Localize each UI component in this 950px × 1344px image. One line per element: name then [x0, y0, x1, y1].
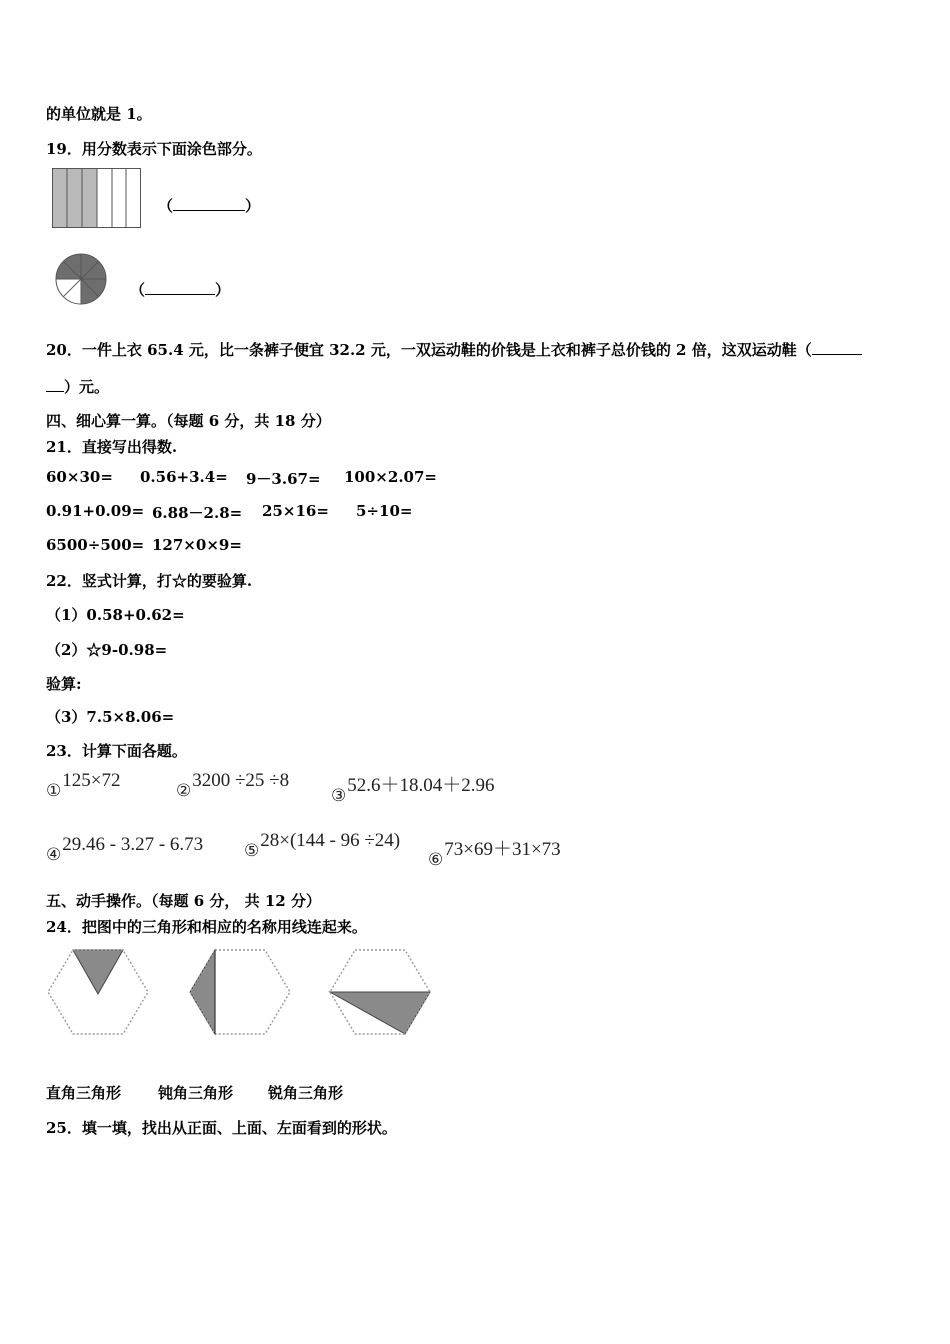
q21-r1-c4: 100×2.07= [344, 468, 437, 486]
hexagon-figure-3 [328, 948, 432, 1038]
q24-title: 24．把图中的三角形和相应的名称用线连起来。 [46, 918, 367, 936]
q21-r1-c2: 0.56+3.4= [140, 468, 228, 486]
q20-line2: ）元。 [46, 376, 109, 397]
q20-line1: 20．一件上衣 65.4 元，比一条裤子便宜 32.2 元，一双运动鞋的价钱是上衣和裤子总价钱的 2 倍，这双运动鞋（ [46, 339, 862, 360]
fraction-circle-figure [54, 252, 108, 306]
q19-title: 19．用分数表示下面涂色部分。 [46, 140, 262, 158]
q21-r1-c3: 9－3.67= [246, 470, 321, 488]
section-4-heading: 四、细心算一算。（每题 6 分，共 18 分） [46, 412, 331, 430]
intro-tail-text: 的单位就是 1。 [46, 105, 152, 123]
hexagon-figure-1 [46, 948, 150, 1038]
section-5-heading: 五、动手操作。（每题 6 分， 共 12 分） [46, 892, 321, 910]
q20-answer-blank[interactable] [812, 340, 862, 355]
q21-r3-c2: 127×0×9= [152, 536, 242, 554]
q22-title: 22．竖式计算，打☆的要验算. [46, 572, 253, 590]
label-right-triangle: 直角三角形 [46, 1084, 122, 1102]
q23-item-5: ⑤28×(144 - 96 ÷24) [244, 830, 401, 860]
q22-check-label: 验算: [46, 675, 82, 693]
label-obtuse-triangle: 钝角三角形 [158, 1084, 234, 1102]
q23-item-2: ②3200 ÷25 ÷8 [176, 770, 290, 800]
fraction-bar-figure [52, 168, 142, 230]
q19-answer-blank-2[interactable]: （ ） [130, 281, 231, 299]
q23-item-6: ⑥73×69＋31×73 [428, 839, 561, 869]
label-acute-triangle: 锐角三角形 [268, 1084, 344, 1102]
hexagon-figure-2 [188, 948, 292, 1038]
q21-r2-c2: 6.88－2.8= [152, 504, 243, 522]
q22-item3: （3）7.5×8.06= [46, 708, 175, 726]
q21-r1-c1: 60×30= [46, 468, 113, 486]
q22-item2: （2）☆9-0.98= [46, 641, 168, 659]
q25-title: 25．填一填，找出从正面、上面、左面看到的形状。 [46, 1119, 397, 1137]
q19-answer-blank-1[interactable]: （ ） [158, 197, 261, 215]
q21-r3-c1: 6500÷500= [46, 536, 145, 554]
q23-item-1: ①125×72 [46, 770, 121, 800]
q23-title: 23．计算下面各题。 [46, 742, 187, 760]
q23-item-3: ③52.6＋18.04＋2.96 [331, 775, 495, 805]
q21-r2-c3: 25×16= [262, 502, 329, 520]
q22-item1: （1）0.58+0.62= [46, 606, 185, 624]
q21-r2-c4: 5÷10= [356, 502, 413, 520]
q21-title: 21．直接写出得数. [46, 438, 178, 456]
q23-item-4: ④29.46 - 3.27 - 6.73 [46, 834, 204, 864]
q21-r2-c1: 0.91+0.09= [46, 502, 145, 520]
